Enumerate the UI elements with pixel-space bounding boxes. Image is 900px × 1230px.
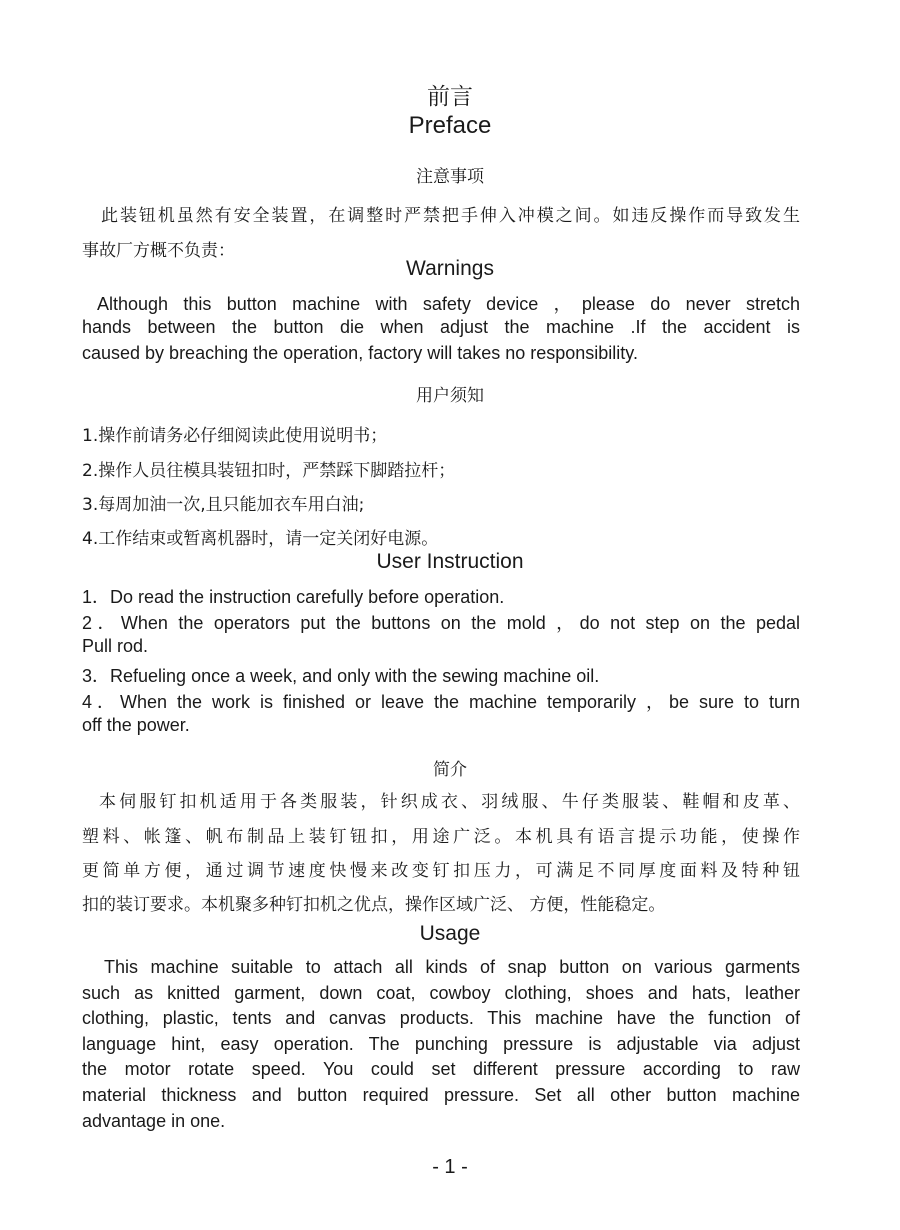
usage-en-line: This machine suitable to attach all kinds of snap button on various garments <box>104 957 800 977</box>
usage-zh-line: 塑料、帐篷、帆布制品上装钉钮扣，用途广泛。本机具有语言提示功能，使操作 <box>82 827 800 847</box>
page-title-zh: 前言 <box>427 84 473 110</box>
user-instruction-en-line: 3．Refueling once a week, and only with the sewing machine oil. <box>82 666 600 686</box>
user-instruction-en-line: 2．When the operators put the buttons on the mold ，do not step on the pedal <box>82 613 800 633</box>
warnings-en-line: Although this button machine with safety device ，please do never stretch <box>97 294 800 314</box>
usage-zh-line: 扣的装订要求。本机聚多种钉扣机之优点，操作区域广泛、 方便，性能稳定。 <box>82 895 666 915</box>
user-notice-zh-item: 4.工作结束或暂离机器时，请一定关闭好电源。 <box>82 529 439 549</box>
warnings-en-line: hands between the button die when adjust the machine .If the accident is <box>82 317 800 337</box>
usage-en-line: advantage in one. <box>82 1111 226 1131</box>
usage-zh-line: 更简单方便，通过调节速度快慢来改变钉扣压力，可满足不同厚度面料及特种钮 <box>82 861 800 881</box>
usage-en-heading: Usage <box>419 922 481 945</box>
warnings-en-heading: Warnings <box>406 257 494 280</box>
warnings-zh-heading: 注意事项 <box>416 167 484 187</box>
user-instruction-en-line: off the power. <box>82 715 190 735</box>
user-instruction-en-line: Pull rod. <box>82 636 149 656</box>
user-notice-zh-item: 1.操作前请务必仔细阅读此使用说明书； <box>82 426 388 446</box>
page-number: - 1 - <box>432 1156 468 1178</box>
warnings-zh-line: 此装钮机虽然有安全装置，在调整时严禁把手伸入冲模之间。如违反操作而导致发生 <box>101 206 800 226</box>
user-notice-zh-item: 3.每周加油一次,且只能加衣车用白油; <box>82 495 365 515</box>
user-notice-zh-heading: 用户须知 <box>416 386 484 406</box>
user-instruction-en-line: 4．When the work is finished or leave the machine temporarily ，be sure to turn <box>82 692 800 712</box>
user-notice-zh-item: 2.操作人员往模具装钮扣时，严禁踩下脚踏拉杆； <box>82 461 456 481</box>
usage-en-line: clothing, plastic, tents and canvas products. This machine have the function of <box>82 1008 800 1028</box>
page-title-en: Preface <box>408 112 492 139</box>
user-instruction-en-heading: User Instruction <box>376 550 524 573</box>
usage-en-line: the motor rotate speed. You could set different pressure according to raw <box>82 1059 800 1079</box>
usage-en-line: material thickness and button required pressure. Set all other button machine <box>82 1085 800 1105</box>
warnings-zh-line: 事故厂方概不负责： <box>82 241 235 261</box>
usage-zh-heading: 简介 <box>433 760 467 780</box>
user-instruction-en-line: 1．Do read the instruction carefully before operation. <box>82 587 505 607</box>
usage-en-line: such as knitted garment, down coat, cowboy clothing, shoes and hats, leather <box>82 983 800 1003</box>
usage-zh-line: 本伺服钉扣机适用于各类服装，针织成衣、羽绒服、牛仔类服装、鞋帽和皮革、 <box>99 792 800 812</box>
warnings-en-line: caused by breaching the operation, factory will takes no responsibility. <box>82 343 638 363</box>
usage-en-line: language hint, easy operation. The punching pressure is adjustable via adjust <box>82 1034 800 1054</box>
